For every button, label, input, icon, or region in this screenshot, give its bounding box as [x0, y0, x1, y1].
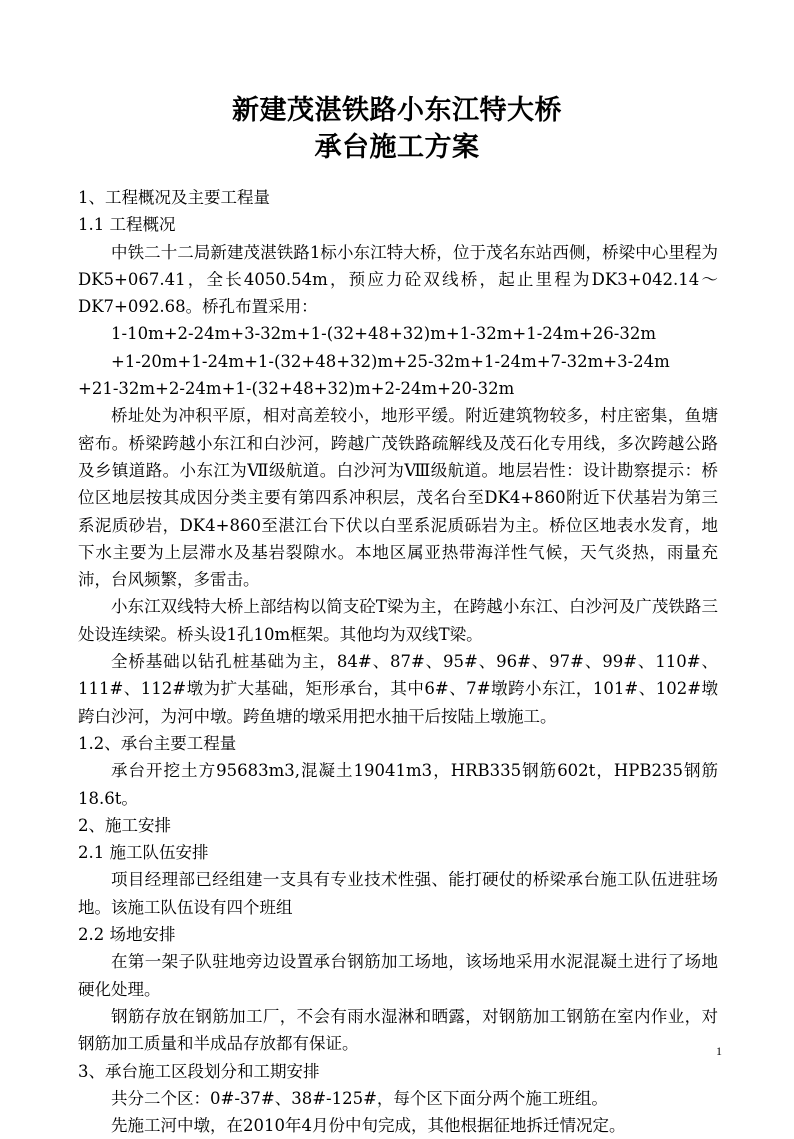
page-number: 1	[716, 1044, 722, 1058]
section-heading-1-2: 1.2、承台主要工程量	[78, 733, 237, 753]
paragraph-overview: 中铁二十二局新建茂湛铁路1标小东江特大桥，位于茂名东站西侧，桥梁中心里程为DK5+067.41，全长4050.54m，预应力砼双线桥，起止里程为DK3+042.14～DK7+092.68。桥孔布置采用：	[78, 242, 718, 317]
paragraph-site-arrangement: 在第一架子队驻地旁边设置承台钢筋加工场地，该场地采用水泥混凝土进行了场地硬化处理。	[78, 952, 718, 999]
paragraph-schedule: 先施工河中墩，在2010年4月份中旬完成，其他根据征地拆迁情况定。	[111, 1116, 626, 1136]
paragraph-quantities: 承台开挖土方95683m3,混凝土19041m3，HRB335钢筋602t，HPB235钢筋18.6t。	[78, 761, 718, 808]
section-heading-2-1: 2.1 施工队伍安排	[78, 843, 209, 863]
span-layout-line-3: +21-32m+2-24m+1-(32+48+32)m+2-24m+20-32m	[78, 379, 515, 399]
paragraph-foundation: 全桥基础以钻孔桩基础为主，84#、87#、95#、96#、97#、99#、110#、111#、112#墩为扩大基础，矩形承台，其中6#、7#墩跨小东江，101#、102#墩跨白沙河，为河中墩。跨鱼塘的墩采用把水抽干后按陆上墩施工。	[78, 652, 718, 726]
paragraph-superstructure: 小东江双线特大桥上部结构以简支砼T梁为主，在跨越小东江、白沙河及广茂铁路三处设连续梁。桥头设1孔10m框架。其他均为双线T梁。	[78, 597, 718, 644]
section-heading-1: 1、工程概况及主要工程量	[78, 188, 270, 207]
paragraph-site-conditions: 桥址处为冲积平原，相对高差较小，地形平缓。附近建筑物较多，村庄密集，鱼塘密布。桥梁跨越小东江和白沙河，跨越广茂铁路疏解线及茂石化专用线，多次跨越公路及乡镇道路。小东江为Ⅶ级航道。白沙河为Ⅷ级航道。地层岩性：设计勘察提示：桥位区地层按其成因分类主要有第四系冲积层，茂名台至DK4+860附近下伏基岩为第三系泥质砂岩，DK4+860至湛江台下伏以白垩系泥质砾岩为主。桥位区地表水发育，地下水主要为上层滞水及基岩裂隙水。本地区属亚热带海洋性气候，天气炎热，雨量充沛，台风频繁，多雷击。	[78, 406, 718, 590]
span-layout-line-2: +1-20m+1-24m+1-(32+48+32)m+25-32m+1-24m+7-32m+3-24m	[111, 351, 670, 371]
section-heading-2-2: 2.2 场地安排	[78, 925, 176, 945]
section-heading-1-1: 1.1 工程概况	[78, 215, 176, 235]
document-body	[78, 184, 718, 1139]
document-subtitle: 承台施工方案	[314, 132, 480, 163]
paragraph-rebar-storage: 钢筋存放在钢筋加工厂，不会有雨水湿淋和晒露，对钢筋加工钢筋在室内作业，对钢筋加工质量和半成品存放都有保证。	[78, 1006, 718, 1054]
span-layout-line-1: 1-10m+2-24m+3-32m+1-(32+48+32)m+1-32m+1-24m+26-32m	[111, 324, 656, 344]
paragraph-zones: 共分二个区：0#-37#、38#-125#，每个区下面分两个施工班组。	[111, 1088, 608, 1108]
section-heading-3: 3、承台施工区段划分和工期安排	[78, 1061, 320, 1081]
document-title: 新建茂湛铁路小东江特大桥	[232, 95, 562, 126]
paragraph-team: 项目经理部已经组建一支具有专业技术性强、能打硬仗的桥梁承台施工队伍进驻场地。该施工队伍设有四个班组	[78, 870, 718, 917]
section-heading-2: 2、施工安排	[78, 815, 171, 835]
